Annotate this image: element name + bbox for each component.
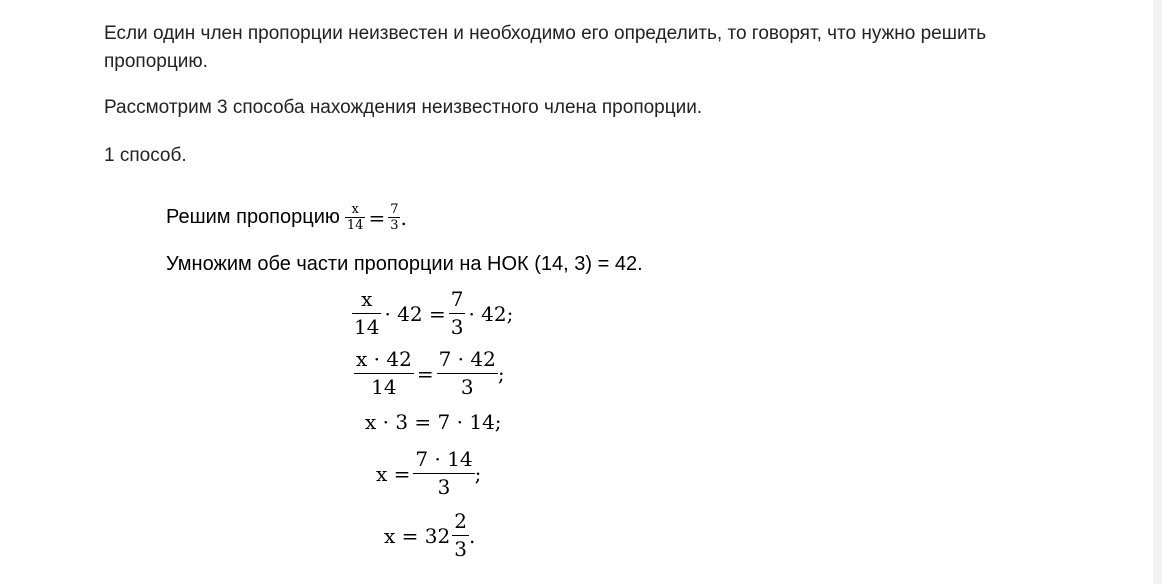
equation-step-4	[376, 446, 481, 501]
figure-line-multiply-lcm: Умножим обе части пропорции на НОК (14, 3) = 42.	[166, 253, 643, 275]
paragraph-definition-line-1: Если один член пропорции неизвестен и необходимо его определить, то говорят, что нужно решить	[104, 23, 987, 44]
page-scrollbar-track[interactable]	[1153, 0, 1162, 584]
solution-figure	[166, 200, 726, 572]
paragraph-definition	[104, 20, 986, 76]
fraction-7-over-3	[449, 286, 466, 341]
equation-end: ;	[474, 461, 482, 486]
figure-line-solve-proportion	[166, 202, 407, 233]
equation-middle: =	[416, 361, 434, 386]
fraction-denominator: 3	[450, 315, 464, 339]
fraction-numerator: 2	[452, 508, 469, 536]
paragraph-methods-intro: Рассмотрим 3 способа нахождения неизвестного члена пропорции.	[104, 97, 703, 118]
fraction-numerator: 7	[449, 286, 466, 314]
equation-middle: · 42 =	[384, 301, 446, 326]
fraction-numerator: 7	[390, 202, 399, 217]
fraction-denominator: 14	[354, 315, 380, 339]
equation-step-5	[384, 508, 475, 563]
fraction-x42-over-14	[354, 346, 414, 401]
fraction-numerator: x	[345, 202, 366, 218]
equation-end: · 42;	[468, 301, 514, 326]
equation-step-1	[352, 286, 513, 341]
equation-step-2	[354, 346, 505, 401]
equals-sign: =	[368, 205, 386, 230]
fraction-7-over-3	[388, 202, 400, 233]
fraction-denominator: 3	[390, 218, 399, 233]
period: .	[400, 205, 407, 230]
fraction-denominator: 3	[437, 475, 451, 499]
fraction-denominator: 3	[460, 375, 474, 399]
equation-step-3: x · 3 = 7 · 14;	[365, 410, 502, 434]
fraction-numerator: x	[352, 286, 381, 314]
fraction-numerator: 7 · 42	[437, 346, 498, 374]
paragraph-method-1-heading: 1 способ.	[104, 145, 187, 166]
fraction-denominator: 14	[371, 375, 397, 399]
fraction-7x14-over-3	[413, 446, 474, 501]
figure-line-solve-text: Решим пропорцию	[166, 206, 340, 228]
equation-lhs: x = 32	[384, 523, 451, 548]
equation-end: .	[468, 523, 476, 548]
paragraph-definition-line-2: пропорцию.	[104, 51, 208, 72]
fraction-7x42-over-3	[437, 346, 498, 401]
fraction-numerator: 7 · 14	[413, 446, 474, 474]
fraction-x-over-14	[352, 286, 381, 341]
fraction-numerator: x · 42	[354, 346, 414, 374]
fraction-2-over-3	[452, 508, 469, 563]
fraction-denominator: 14	[346, 218, 364, 233]
equation-lhs: x =	[376, 461, 411, 486]
equation-end: ;	[497, 361, 505, 386]
fraction-denominator: 3	[454, 537, 467, 561]
fraction-x-over-14	[345, 202, 366, 233]
